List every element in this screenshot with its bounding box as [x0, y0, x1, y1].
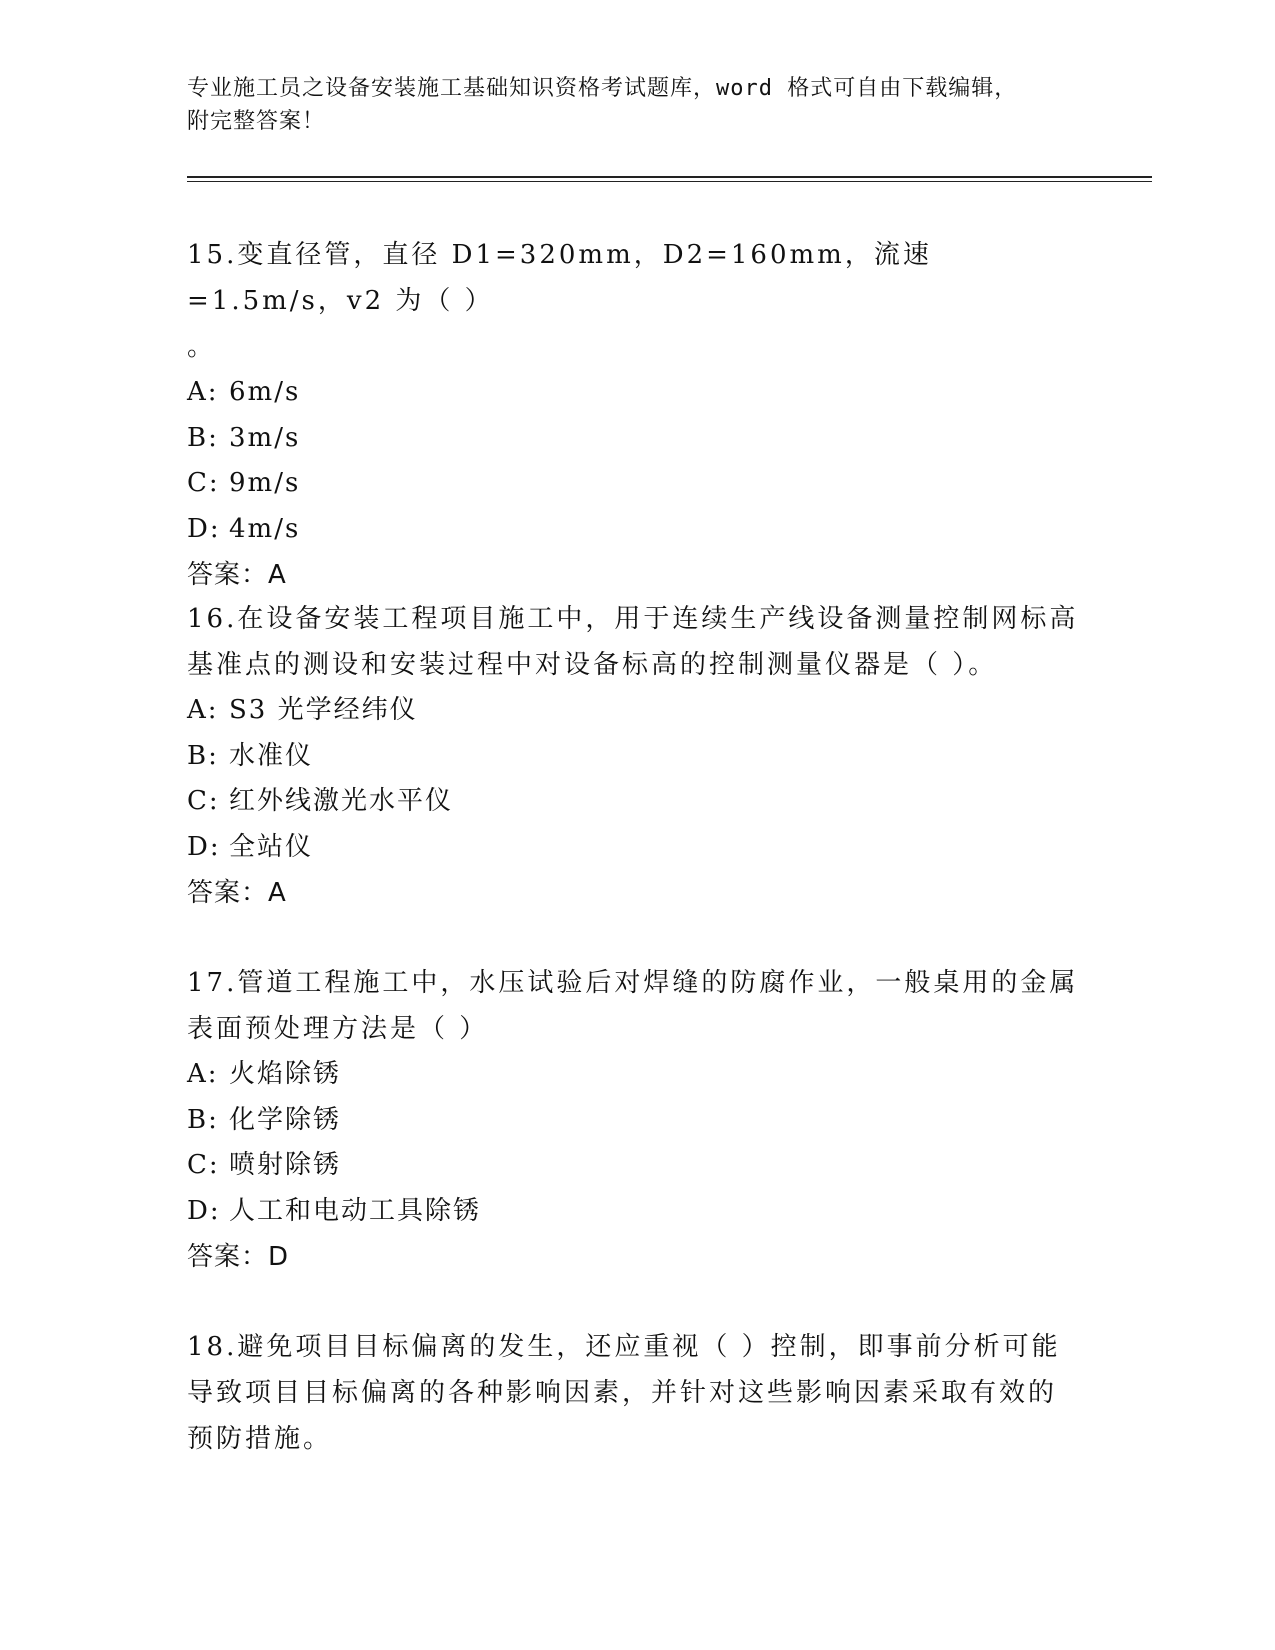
document-header — [187, 72, 1087, 138]
option-c — [187, 461, 1087, 507]
option-value: 6m/s — [229, 377, 301, 407]
option-c — [187, 1143, 1087, 1189]
question-text: 18.避免项目目标偏离的发生，还应重视（ ）控制，即事前分析可能 — [187, 1332, 1061, 1362]
question-text-continued: 。 — [187, 332, 217, 362]
option-key: C: — [187, 786, 220, 816]
option-value: 9m/s — [229, 468, 301, 498]
option-d — [187, 507, 1087, 553]
question-text-continued: 表面预处理方法是（ ） — [187, 1014, 489, 1044]
option-key: D: — [187, 513, 221, 544]
option-value: S3 光学经纬仪 — [229, 695, 418, 725]
option-b — [187, 416, 1087, 462]
question-text: 17.管道工程施工中，水压试验后对焊缝的防腐作业，一般桌用的金属 — [187, 968, 1079, 998]
option-key: D: — [187, 1195, 221, 1226]
option-value: 火焰除锈 — [229, 1059, 342, 1089]
option-b — [187, 734, 1087, 780]
option-d — [187, 825, 1087, 871]
question-18 — [187, 1324, 1087, 1462]
option-a — [187, 688, 1087, 734]
option-value: 3m/s — [229, 422, 301, 453]
question-text-continued: 基准点的测设和安装过程中对设备标高的控制测量仪器是（ ）。 — [187, 650, 998, 680]
option-key: C: — [187, 468, 220, 498]
option-value: 全站仪 — [229, 831, 314, 862]
header-line-1: 专业施工员之设备安装施工基础知识资格考试题库，word 格式可自由下载编辑， — [187, 76, 1018, 101]
question-text-continued: 导致项目目标偏离的各种影响因素，并针对这些影响因素采取有效的 — [187, 1378, 1058, 1408]
option-key: B: — [187, 1104, 219, 1135]
header-divider-thick — [187, 176, 1152, 178]
header-divider-thin — [187, 181, 1152, 182]
answer-line: 答案：A — [187, 878, 287, 908]
option-a — [187, 1052, 1087, 1098]
option-value: 水准仪 — [229, 740, 314, 771]
option-value: 化学除锈 — [229, 1104, 342, 1135]
question-text-continued-2: 预防措施。 — [187, 1424, 333, 1454]
question-17 — [187, 960, 1087, 1280]
answer-line: 答案：A — [187, 560, 287, 590]
option-key: A: — [187, 377, 219, 407]
option-key: A: — [187, 1059, 219, 1089]
option-a — [187, 370, 1087, 416]
header-line-2: 附完整答案！ — [187, 109, 326, 134]
option-b — [187, 1098, 1087, 1144]
option-c — [187, 779, 1087, 825]
option-key: B: — [187, 422, 219, 453]
option-value: 红外线激光水平仪 — [229, 786, 454, 816]
option-key: B: — [187, 740, 219, 771]
option-key: A: — [187, 695, 219, 725]
option-key: C: — [187, 1150, 220, 1180]
question-15 — [187, 232, 1087, 598]
question-16 — [187, 596, 1087, 916]
answer-line: 答案：D — [187, 1242, 290, 1272]
option-value: 喷射除锈 — [229, 1150, 342, 1180]
option-key: D: — [187, 831, 221, 862]
option-d — [187, 1189, 1087, 1235]
option-value: 4m/s — [229, 513, 301, 544]
option-value: 人工和电动工具除锈 — [229, 1195, 482, 1226]
question-text: 16.在设备安装工程项目施工中，用于连续生产线设备测量控制网标高 — [187, 604, 1079, 634]
question-text: 15.变直径管，直径 D1=320mm，D2=160mm，流速=1.5m/s，v2 为（ ） — [187, 240, 932, 316]
